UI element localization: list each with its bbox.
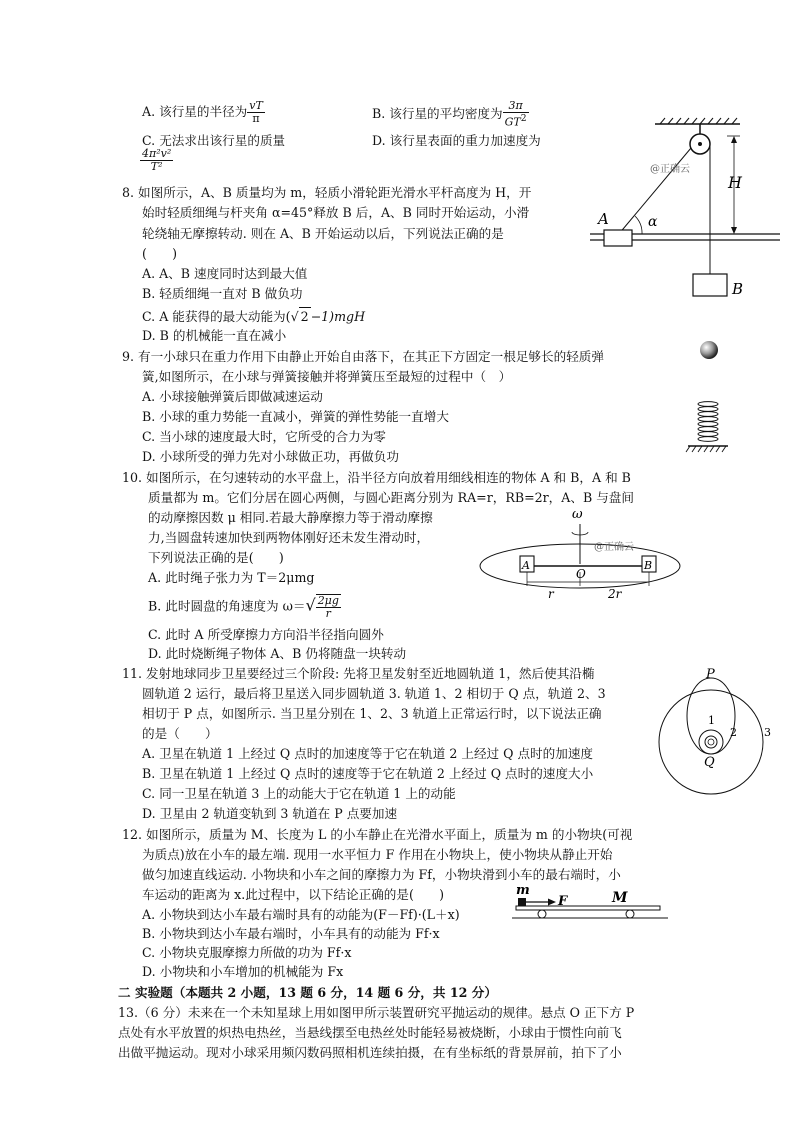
q8-watermark: @正确云 <box>650 164 690 175</box>
q8-option-d: D. B 的机械能一直在减小 <box>142 328 287 343</box>
q11-line-3: 相切于 P 点，如图所示. 当卫星分别在 1、2、3 轨道上正常运行时，以下说法正确 <box>142 706 602 721</box>
section-2-heading: 二 实验题（本题共 2 小题，13 题 6 分，14 题 6 分，共 12 分） <box>118 985 497 1000</box>
q11-line-1: 11. 发射地球同步卫星要经过三个阶段: 先将卫星发射至近地圆轨道 1，然后使其沿椭 <box>122 666 595 681</box>
q8-pulley-figure <box>590 110 780 305</box>
q12-option-a: A. 小物块到达小车最右端时具有的动能为(F－Ff)·(L＋x) <box>142 907 460 922</box>
q11-option-d: D. 卫星由 2 轨道变轨到 3 轨道在 P 点要加速 <box>142 806 398 821</box>
orbit-1 <box>699 730 723 754</box>
label-2r: 2r <box>608 587 622 601</box>
q9-line-2: 簧,如图所示，在小球与弹簧接触并将弹簧压至最短的过程中（ ） <box>142 369 512 384</box>
label-b: B <box>732 280 744 298</box>
label-f: F <box>558 894 568 909</box>
q11-orbit-figure <box>656 668 780 818</box>
q11-line-2: 圆轨道 2 运行，最后将卫星送入同步圆轨道 3. 轨道 1、2 相切于 Q 点，轨道 2、3 <box>142 686 606 701</box>
q12-cart-figure <box>512 882 668 920</box>
q8-line-2: 始时轻质细绳与杆夹角 α=45°释放 B 后，A、B 同时开始运动，小滑 <box>142 205 530 220</box>
cart-wheel-left <box>538 910 546 918</box>
block-b <box>693 274 727 296</box>
q9-option-d: D. 小球所受的弹力先对小球做正功，再做负功 <box>142 449 399 464</box>
q10-line-3: 的动摩擦因数 μ 相同.若最大静摩擦力等于滑动摩擦 <box>148 510 433 525</box>
block-a <box>604 230 632 246</box>
q13-line-1: 13.（6 分）未来在一个未知星球上用如图甲所示装置研究平抛运动的规律。悬点 O 正下方 P <box>118 1005 635 1020</box>
q7-option-d: D. 该行星表面的重力加速度为 <box>372 133 541 148</box>
q12-option-c: C. 小物块克服摩擦力所做的功为 Ff·x <box>142 945 352 960</box>
orbit-3 <box>659 690 763 794</box>
q10-line-4: 力,当圆盘转速加快到两物体刚好还未发生滑动时， <box>148 530 430 545</box>
alpha-arc <box>635 216 642 234</box>
q7-option-b: B. 该行星的平均密度为 $\frac{3\pi}{GT^2}$ <box>372 99 527 129</box>
q8-line-3: 轮绕轴无摩擦转动. 则在 A、B 开始运动以后，下列说法正确的是 <box>142 226 504 241</box>
q10-option-c: C. 此时 A 所受摩擦力方向沿半径指向圆外 <box>148 627 384 642</box>
q11-option-b: B. 卫星在轨道 1 上经过 Q 点时的速度等于它在轨道 2 上经过 Q 点时的速度大小 <box>142 766 594 781</box>
q11-option-a: A. 卫星在轨道 1 上经过 Q 点时的加速度等于它在轨道 2 上经过 Q 点时的加速度 <box>142 746 594 761</box>
label-a: A <box>522 559 530 572</box>
omega-label: ω <box>572 507 583 522</box>
label-b: B <box>644 559 653 572</box>
q10-line-1: 10. 如图所示，在匀速转动的水平盘上，沿半径方向放着用细线相连的物体 A 和 B，A 和 B <box>122 470 631 485</box>
q10-option-b: B. 此时圆盘的角速度为 ω＝√ $\frac{2\mu g}{r}$ <box>148 594 339 620</box>
label-orbit-2: 2 <box>730 726 737 739</box>
label-alpha: α <box>648 214 658 230</box>
cart-board <box>516 906 660 910</box>
q7-option-a: A. 该行星的半径为 $\frac{vT}{\pi}$ <box>142 99 263 125</box>
label-r: r <box>548 587 554 601</box>
label-o: O <box>576 567 586 581</box>
q9-option-a: A. 小球接触弹簧后即做减速运动 <box>142 389 323 404</box>
q12-line-2: 为质点)放在小车的最左端. 现用一水平恒力 F 作用在小物块上，使小物块从静止开始 <box>142 847 613 862</box>
q12-line-4: 车运动的距离为 x.此过程中，以下结论正确的是( ) <box>142 887 444 902</box>
falling-ball <box>700 341 718 359</box>
q7-option-b-fraction: $\frac{3\pi}{GT^2}$ <box>504 99 527 129</box>
label-orbit-3: 3 <box>764 726 771 739</box>
q13-line-3: 出做平抛运动。现对小球采用频闪数码照相机连续拍摄，在有坐标纸的背景屏前，拍下了小 <box>118 1045 622 1060</box>
cart-wheel-right <box>626 910 634 918</box>
q8-line-1: 8. 如图所示，A、B 质量均为 m，轻质小滑轮距光滑水平杆高度为 H，开 <box>122 185 532 200</box>
label-q: Q <box>704 755 715 770</box>
q7-option-c: C. 无法求出该行星的质量 <box>142 133 286 148</box>
label-a: A <box>598 210 609 228</box>
spring-coil <box>698 402 718 442</box>
q10-option-d: D. 此时烧断绳子物体 A、B 仍将随盘一块转动 <box>148 646 407 661</box>
q9-line-1: 9. 有一小球只在重力作用下由静止开始自由落下，在其正下方固定一根足够长的轻质弹 <box>122 349 604 364</box>
small-block <box>518 898 526 906</box>
q10-watermark: @正确云 <box>594 542 634 553</box>
q11-line-4: 的是（ ） <box>142 726 218 741</box>
q10-disk-figure <box>476 507 686 606</box>
q10-line-5: 下列说法正确的是( ) <box>148 550 284 565</box>
q12-line-1: 12. 如图所示，质量为 M、长度为 L 的小车静止在光滑水平面上，质量为 m 的小物块(可视 <box>122 827 633 842</box>
q8-option-b: B. 轻质细绳一直对 B 做负功 <box>142 286 303 301</box>
q11-option-c: C. 同一卫星在轨道 3 上的动能大于它在轨道 1 上的动能 <box>142 786 456 801</box>
q12-option-d: D. 小物块和小车增加的机械能为 Fx <box>142 964 344 979</box>
q7-option-a-fraction: $\frac{vT}{\pi}$ <box>249 99 263 125</box>
q12-line-3: 做匀加速直线运动. 小物块和小车之间的摩擦力为 Ff，小物块滑到小车的最右端时，小 <box>142 867 621 882</box>
q9-spring-figure <box>684 336 730 456</box>
label-bigm: M <box>612 890 628 906</box>
label-m: m <box>516 883 530 898</box>
label-p: P <box>706 667 715 682</box>
q8-option-c: C. A 能获得的最大动能为(√ 2 −1)mgH <box>142 309 366 324</box>
ceiling-hatch <box>660 118 737 124</box>
earth <box>705 736 717 748</box>
q13-line-2: 点处有水平放置的炽热电热丝，当悬线摆至电热丝处时能轻易被烧断，小球由于惯性向前飞 <box>118 1025 622 1040</box>
q7-option-d-fraction: $\frac{\text{4π²v²}}{\text{T²}}$ <box>142 147 172 173</box>
q10-line-2: 质量都为 m。它们分居在圆心两侧，与圆心距离分别为 RA=r，RB=2r，A、B 与盘间 <box>148 490 634 505</box>
q9-option-b: B. 小球的重力势能一直减小，弹簧的弹性势能一直增大 <box>142 409 449 424</box>
q8-option-a: A. A、B 速度同时达到最大值 <box>142 266 308 281</box>
q10-option-a: A. 此时绳子张力为 T＝2μmg <box>148 570 315 585</box>
q12-option-b: B. 小物块到达小车最右端时，小车具有的动能为 Ff·x <box>142 926 440 941</box>
label-orbit-1: 1 <box>708 714 715 727</box>
q9-option-c: C. 当小球的速度最大时，它所受的合力为零 <box>142 429 386 444</box>
label-h: H <box>728 173 742 192</box>
q8-line-4: ( ) <box>142 246 178 261</box>
